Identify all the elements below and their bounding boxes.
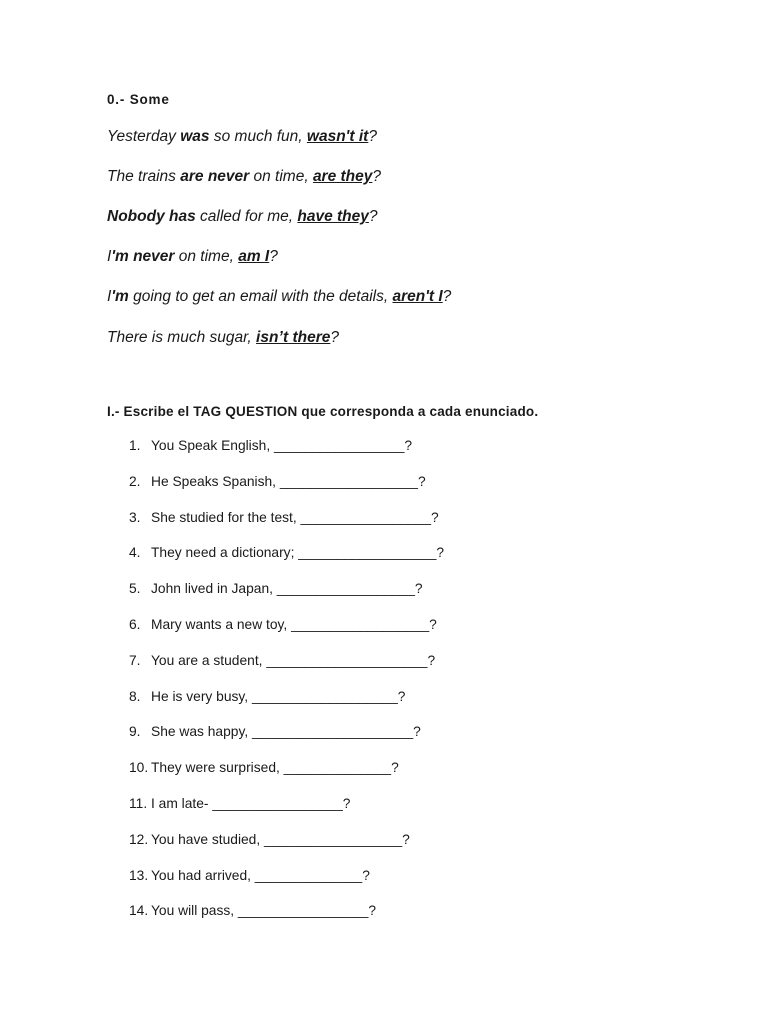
exercise-item <box>129 545 444 581</box>
exercise-text: They need a dictionary; __________________? <box>151 545 445 561</box>
example-sentence <box>107 128 377 146</box>
exercise-number: 13. <box>129 867 149 883</box>
exercise-number: 9. <box>129 724 141 740</box>
sentence-text: going to get an email with the details, <box>128 288 393 305</box>
exercise-number: 11. <box>129 795 148 811</box>
exercise-number: 3. <box>129 509 141 525</box>
example-sentence <box>107 288 451 306</box>
exercise-number: 7. <box>129 652 141 668</box>
section-heading-some: 0.- Some <box>107 92 170 107</box>
exercise-text: She studied for the test, _________________? <box>151 509 439 525</box>
tag-question: have they <box>297 208 369 225</box>
exercise-item <box>129 903 444 939</box>
exercise-text: You will pass, _________________? <box>151 903 377 919</box>
emphasis-verb: 'm never <box>111 248 175 265</box>
sentence-text: on time, <box>249 168 313 185</box>
sentence-text: I <box>107 248 112 265</box>
example-sentence <box>107 168 381 186</box>
exercise-item <box>129 617 444 653</box>
exercise-number: 8. <box>129 688 141 704</box>
tag-question: wasn't it <box>306 128 369 145</box>
exercise-text: Mary wants a new toy, __________________? <box>151 616 437 632</box>
example-sentence <box>107 329 339 347</box>
sentence-text: ? <box>330 329 340 346</box>
emphasis-verb: Nobody has <box>107 208 196 225</box>
exercise-number: 4. <box>129 545 141 561</box>
exercise-text: You are a student, _____________________? <box>151 652 436 668</box>
exercise-item <box>129 760 444 796</box>
exercise-item <box>129 832 444 868</box>
exercise-item <box>129 689 444 725</box>
exercise-number: 14. <box>129 903 149 919</box>
exercise-number: 5. <box>129 581 141 597</box>
sentence-text: The trains <box>107 168 181 185</box>
sentence-text: on time, <box>174 248 239 265</box>
exercise-number: 6. <box>129 616 141 632</box>
emphasis-verb: was <box>180 128 210 145</box>
example-sentence <box>107 248 278 266</box>
sentence-text: ? <box>269 248 278 265</box>
exercise-text: I am late- _________________? <box>151 795 351 811</box>
exercise-text: You Speak English, _________________? <box>151 438 413 453</box>
sentence-text: called for me, <box>195 208 298 225</box>
exercise-number: 1. <box>129 438 141 453</box>
exercise-item <box>129 510 444 546</box>
exercise-list <box>129 438 444 939</box>
tag-question: are they <box>312 168 373 185</box>
sentence-text: so much fun, <box>209 128 307 145</box>
sentence-text: ? <box>368 208 378 225</box>
exercise-text: You had arrived, ______________? <box>151 867 370 883</box>
exercise-text: He Speaks Spanish, __________________? <box>151 473 426 489</box>
exercise-item <box>129 653 444 689</box>
exercise-number: 2. <box>129 473 141 489</box>
emphasis-verb: are never <box>180 168 250 185</box>
exercise-text: They were surprised, ______________? <box>151 760 399 776</box>
sentence-text: ? <box>442 288 452 305</box>
sentence-text: ? <box>372 168 382 185</box>
example-sentence <box>107 208 378 226</box>
tag-question: aren't I <box>392 288 443 305</box>
exercise-item <box>129 796 444 832</box>
section-heading-instructions: I.- Escribe el TAG QUESTION que corresponda a cada enunciado. <box>107 404 539 419</box>
emphasis-verb: 'm <box>111 288 129 305</box>
exercise-text: She was happy, _____________________? <box>151 724 421 740</box>
exercise-number: 12. <box>129 831 149 847</box>
exercise-number: 10. <box>129 760 149 776</box>
sentence-text: I <box>107 288 112 305</box>
exercise-item <box>129 474 444 510</box>
sentence-text: ? <box>368 128 377 145</box>
exercise-text: You have studied, __________________? <box>151 831 410 847</box>
exercise-item <box>129 581 444 617</box>
exercise-text: John lived in Japan, __________________? <box>151 581 423 597</box>
sentence-text: There is much sugar, <box>107 329 257 346</box>
exercise-item <box>129 438 444 474</box>
tag-question: am I <box>238 248 270 265</box>
exercise-text: He is very busy, ___________________? <box>151 688 406 704</box>
exercise-item <box>129 868 444 904</box>
exercise-item <box>129 724 444 760</box>
tag-question: isn’t there <box>256 329 331 346</box>
sentence-text: Yesterday <box>107 128 181 145</box>
